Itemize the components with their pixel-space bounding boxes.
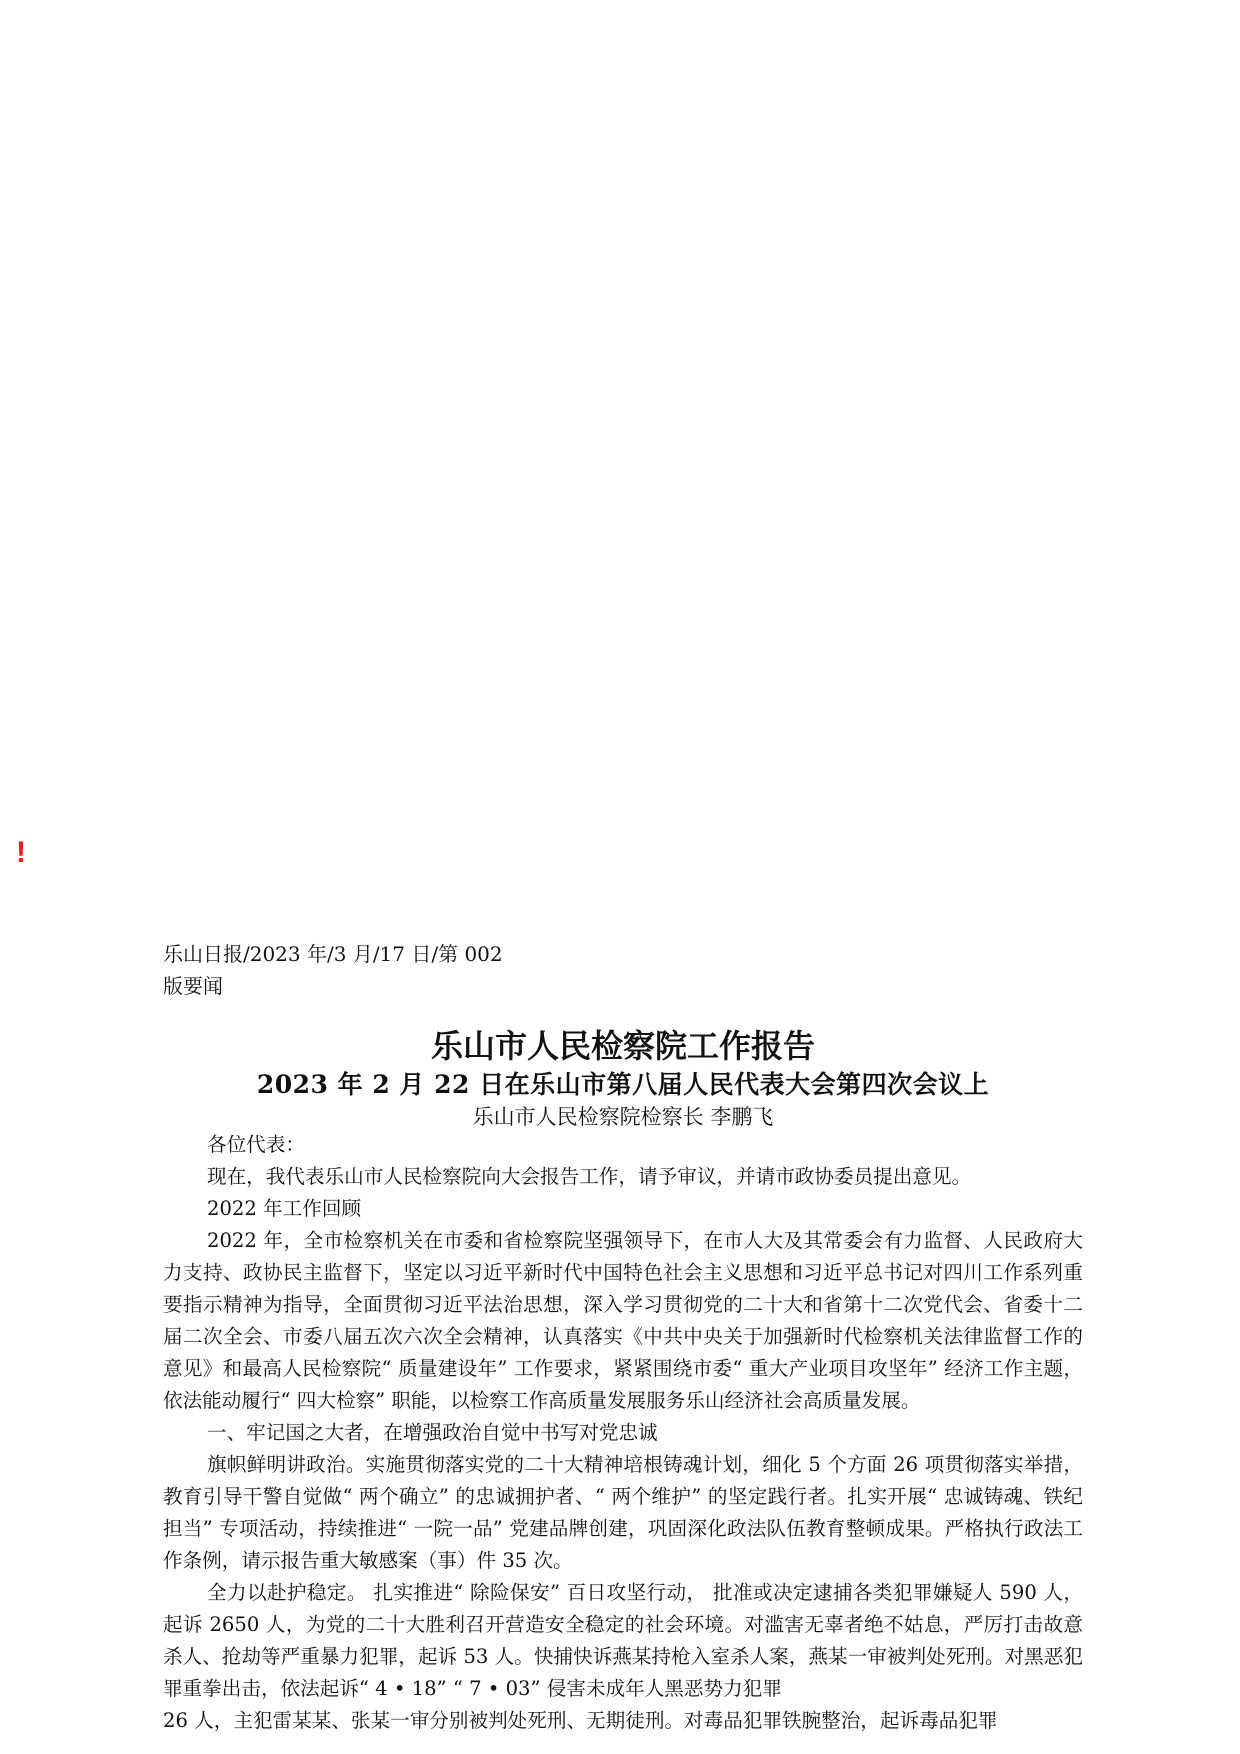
red-exclamation-mark: ! (16, 836, 26, 869)
body-paragraph-continued: 26 人，主犯雷某某、张某一审分别被判处死刑、无期徒刑。对毒品犯罪铁腕整治，起诉毒品犯罪 (163, 1709, 998, 1732)
body-paragraph: 旗帜鲜明讲政治。实施贯彻落实党的二十大精神培根铸魂计划，细化 5 个方面 26 项贯彻落实举措，教育引导干警自觉做“ 两个确立” 的忠诚拥护者、“ 两个维护” 的坚定践行者。扎实开展“ 忠诚铸魂、铁纪担当” 专项活动，持续推进“ 一院一品” 党建品牌创建，巩固深化政法队伍教育整顿成果。严格执行政法工作条例，请示报告重大敏感案（事）件 35 次。 (163, 1453, 1083, 1572)
report-header (163, 1024, 1083, 1132)
report-body (163, 1129, 1083, 1737)
body-paragraph: 全力以赴护稳定。 扎实推进“ 除险保安” 百日攻坚行动， 批准或决定逮捕各类犯罪嫌疑人 590 人，起诉 2650 人，为党的二十大胜利召开营造安全稳定的社会环境。对滥害无辜者绝不姑息，严厉打击故意杀人、抢劫等严重暴力犯罪，起诉 53 人。快捕快诉燕某持枪入室杀人案，燕某一审被判处死刑。对黑恶犯罪重拳出击，依法起诉“ 4 • 18” “ 7 • 03” 侵害未成年人黑恶势力犯罪 (163, 1581, 1083, 1700)
report-author: 乐山市人民检察院检察长 李鹏飞 (472, 1105, 774, 1129)
source-line-2: 版要闻 (163, 974, 223, 998)
source-line (163, 938, 583, 1002)
source-line-1: 乐山日报/2023 年/3 月/17 日/第 002 (163, 942, 503, 966)
body-paragraph: 2022 年，全市检察机关在市委和省检察院坚强领导下，在市人大及其常委会有力监督、人民政府大力支持、政协民主监督下，坚定以习近平新时代中国特色社会主义思想和习近平总书记对四川工作系列重要指示精神为指导，全面贯彻习近平法治思想，深入学习贯彻党的二十大和省第十二次党代会、省委十二届二次全会、市委八届五次六次全会精神，认真落实《中共中央关于加强新时代检察机关法律监督工作的意见》和最高人民检察院“ 质量建设年” 工作要求，紧紧围绕市委“ 重大产业项目攻坚年” 经济工作主题，依法能动履行“ 四大检察” 职能，以检察工作高质量发展服务乐山经济社会高质量发展。 (163, 1229, 1083, 1412)
opening-paragraph: 现在，我代表乐山市人民检察院向大会报告工作，请予审议，并请市政协委员提出意见。 (207, 1165, 972, 1188)
salutation: 各位代表： (207, 1133, 305, 1156)
section-heading: 2022 年工作回顾 (207, 1197, 362, 1220)
report-title: 乐山市人民检察院工作报告 (430, 1027, 815, 1065)
report-subtitle: 2023 年 2 月 22 日在乐山市第八届人民代表大会第四次会议上 (256, 1070, 990, 1099)
section-heading: 一、牢记国之大者，在增强政治自觉中书写对党忠诚 (207, 1421, 658, 1444)
